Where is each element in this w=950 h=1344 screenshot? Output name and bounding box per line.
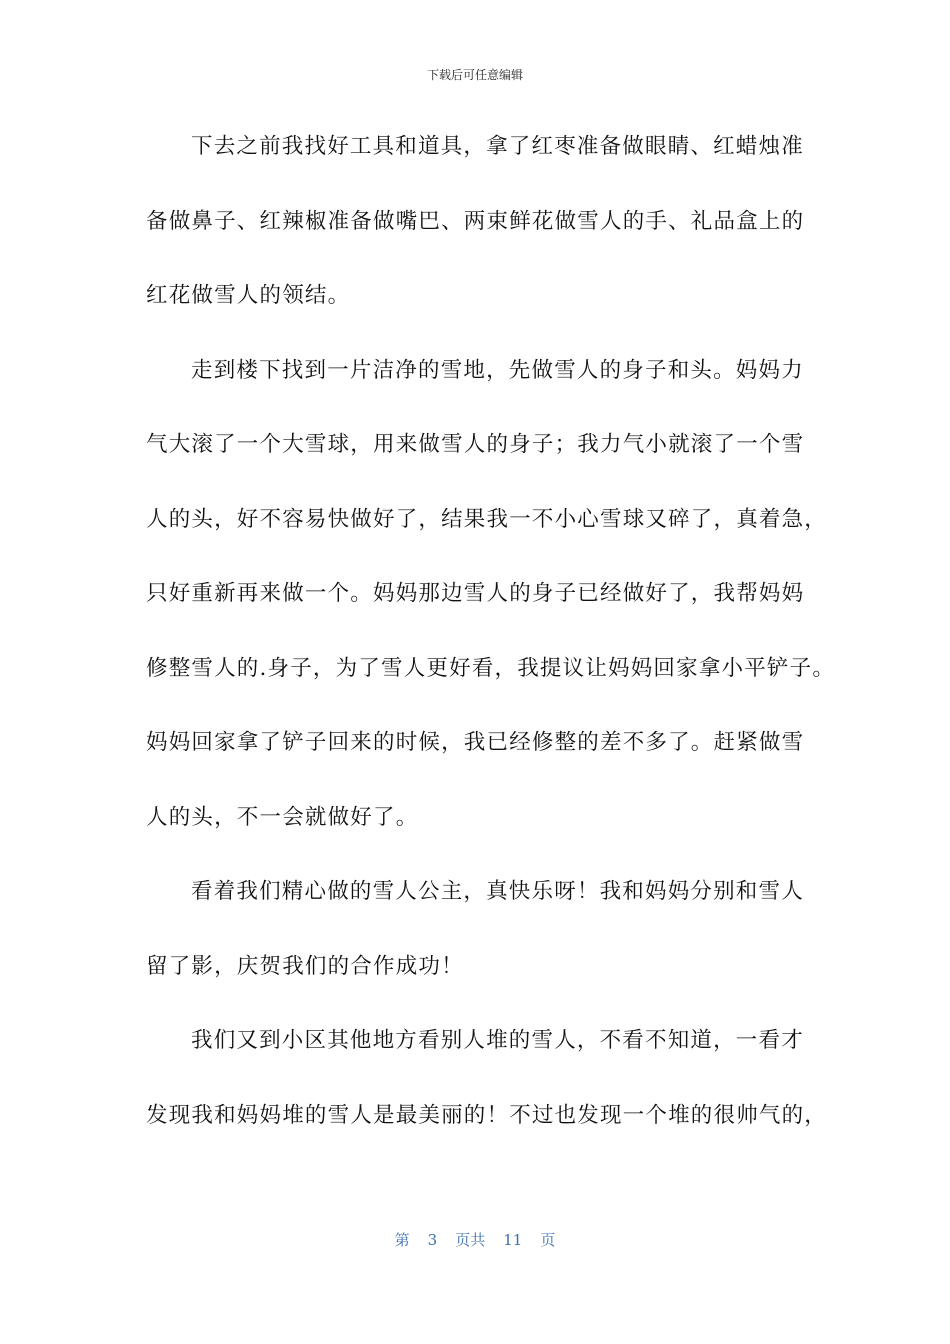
text-line: 只好重新再来做一个。妈妈那边雪人的身子已经做好了，我帮妈妈: [146, 581, 805, 606]
text-line: 我们又到小区其他地方看别人堆的雪人，不看不知道，一看才: [191, 1028, 804, 1053]
text-line: 下去之前我找好工具和道具，拿了红枣准备做眼睛、红蜡烛准: [191, 134, 804, 159]
document-body: [146, 127, 836, 1170]
page-label-middle: 页共: [455, 1231, 486, 1249]
header-text: 下载后可任意编辑: [426, 68, 523, 82]
page-footer: [0, 1229, 950, 1250]
text-line: 红花做雪人的领结。: [146, 283, 351, 308]
text-line: 修整雪人的.身子，为了雪人更好看，我提议让妈妈回家拿小平铲子。: [146, 655, 836, 681]
text-line: 发现我和妈妈堆的雪人是最美丽的！不过也发现一个堆的很帅气的，: [146, 1102, 828, 1128]
text-line: 妈妈回家拿了铲子回来的时候，我已经修整的差不多了。赶紧做雪: [146, 730, 805, 755]
text-line: 看着我们精心做的雪人公主，真快乐呀！我和妈妈分别和雪人: [191, 879, 804, 904]
text-line: 人的头，不一会就做好了。: [146, 804, 419, 830]
total-page-number: 11: [503, 1231, 523, 1249]
text-line: 备做鼻子、红辣椒准备做嘴巴、两束鲜花做雪人的手、礼品盒上的: [146, 208, 805, 234]
text-line: 气大滚了一个大雪球，用来做雪人的身子；我力气小就滚了一个雪: [146, 432, 805, 457]
page-label-suffix: 页: [540, 1231, 556, 1249]
page-header: [0, 66, 950, 83]
text-line: 走到楼下找到一片洁净的雪地，先做雪人的身子和头。妈妈力: [191, 357, 804, 383]
text-line: 人的头，好不容易快做好了，结果我一不小心雪球又碎了，真着急，: [146, 506, 828, 532]
current-page-number: 3: [427, 1231, 438, 1249]
text-line: 留了影，庆贺我们的合作成功！: [146, 953, 464, 979]
page-label-prefix: 第: [394, 1231, 410, 1249]
